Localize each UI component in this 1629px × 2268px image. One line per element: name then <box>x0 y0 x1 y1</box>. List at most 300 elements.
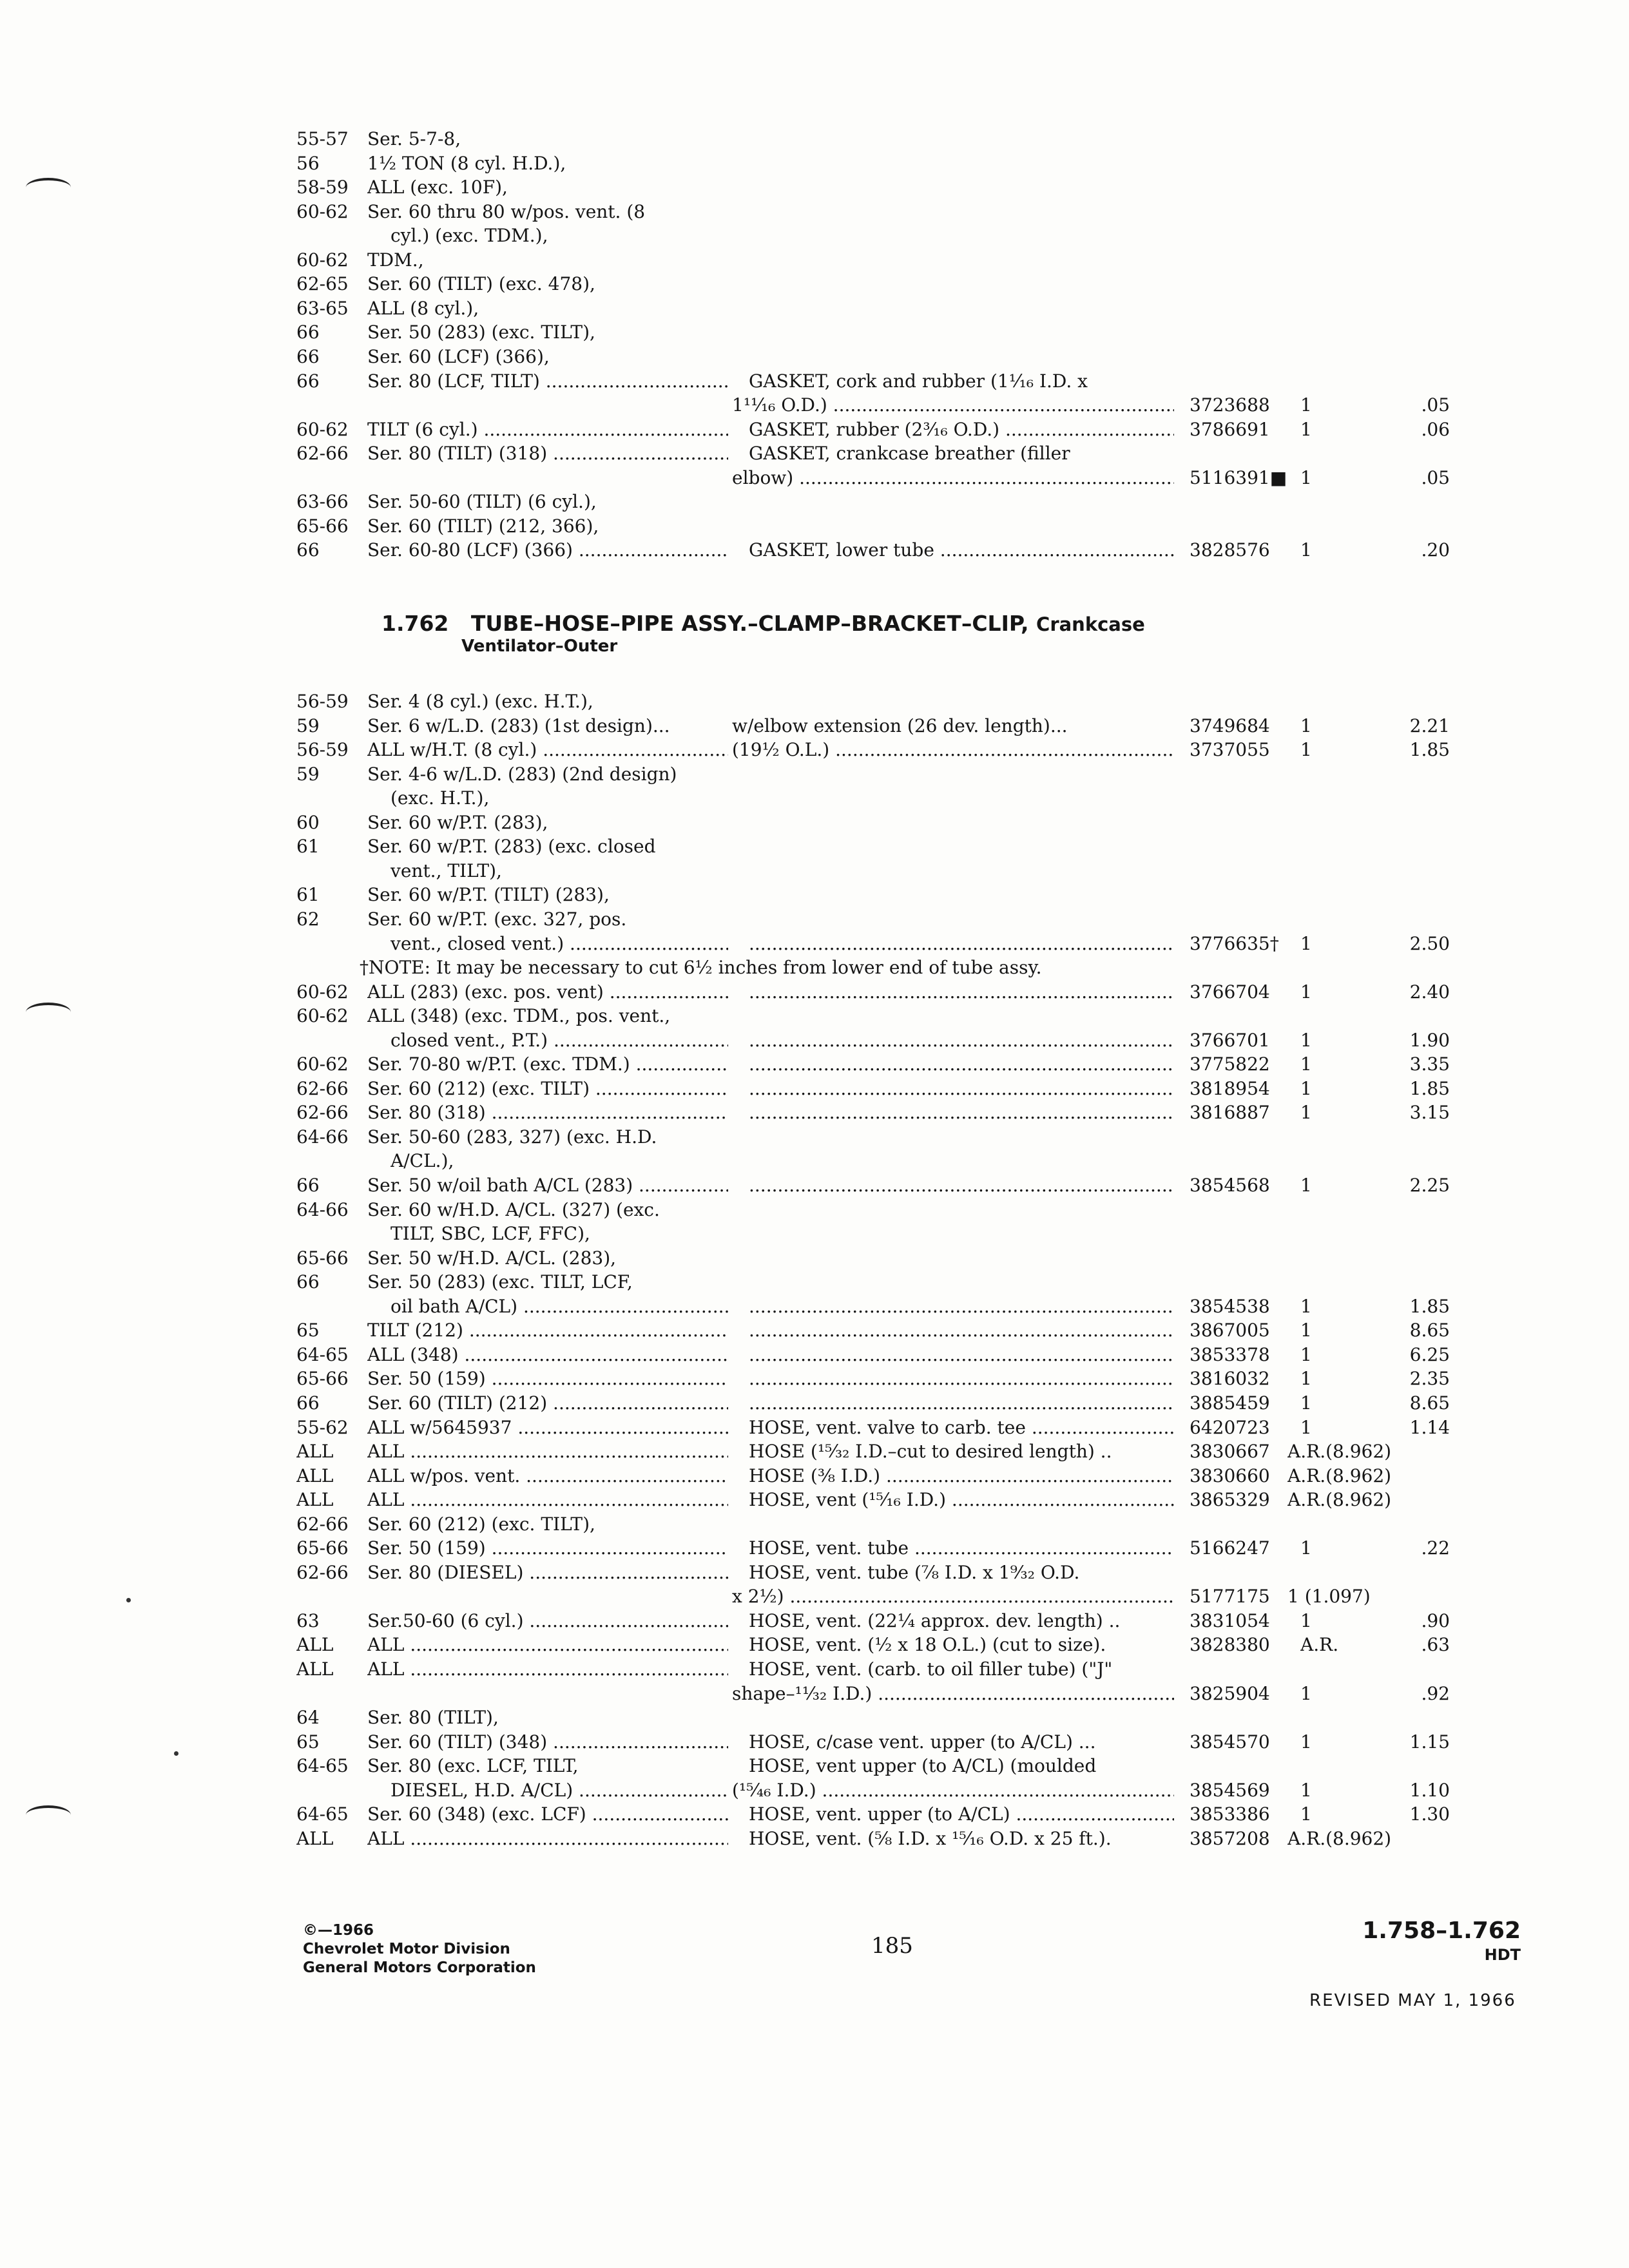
entry-row <box>0 247 1629 273</box>
list-price: .20 <box>1421 539 1450 561</box>
application: Ser. 60 w/P.T. (283), <box>367 812 548 833</box>
application: closed vent., P.T.) ..... <box>390 1028 728 1053</box>
entry-row <box>0 1294 1629 1320</box>
entry-row <box>0 1584 1629 1610</box>
model-year: 55-62 <box>296 1417 349 1438</box>
list-price: .06 <box>1421 419 1450 440</box>
part-number: 3818954 <box>1190 1078 1270 1099</box>
model-year: 64-66 <box>296 1126 349 1148</box>
entry-row <box>0 907 1629 932</box>
entry-row <box>0 1608 1629 1634</box>
entry-row <box>0 1390 1629 1416</box>
model-year: 63-66 <box>296 491 349 512</box>
part-number: 3786691 <box>1190 419 1270 440</box>
quantity: 1 <box>1300 933 1312 954</box>
entry-row <box>0 1778 1629 1803</box>
list-price: .90 <box>1421 1610 1450 1631</box>
application: Ser. 60 thru 80 w/pos. vent. (8 <box>367 201 646 222</box>
application: Ser. 80 (318) ..... <box>367 1100 728 1126</box>
entry-row <box>0 151 1629 177</box>
application: Ser. 60 (LCF) (366), <box>367 346 550 367</box>
part-description <box>749 1028 1174 1053</box>
part-number: 3853386 <box>1190 1803 1270 1825</box>
group-range: 1.758–1.762 <box>1362 1917 1521 1944</box>
part-number: 3816032 <box>1190 1368 1270 1389</box>
model-year: 56-59 <box>296 691 349 712</box>
model-year: 56-59 <box>296 739 349 760</box>
part-description: (19½ O.L.) ..... <box>732 737 1174 763</box>
list-price: 2.40 <box>1409 981 1450 1003</box>
part-description: shape–¹¹⁄₃₂ I.D.) ..... <box>732 1681 1174 1707</box>
publisher-block <box>303 1921 536 1977</box>
application: ALL ..... <box>367 1826 728 1852</box>
part-description: HOSE, vent. upper (to A/CL) ..... <box>749 1802 1174 1827</box>
quantity: 1 (1.097) <box>1287 1586 1371 1607</box>
quantity: 1 <box>1300 1803 1312 1825</box>
corporation-name: General Motors Corporation <box>303 1959 536 1976</box>
application: Ser. 60 (TILT) (exc. 478), <box>367 273 595 294</box>
model-year: 62-66 <box>296 1562 349 1583</box>
entry-row <box>0 1439 1629 1465</box>
model-year: 62-66 <box>296 1514 349 1535</box>
list-price: 1.85 <box>1409 1078 1450 1099</box>
part-description: x 2½) ..... <box>732 1584 1174 1610</box>
entry-row <box>0 1632 1629 1658</box>
part-number: 3865329 <box>1190 1489 1270 1510</box>
entry-row <box>0 882 1629 908</box>
part-description: elbow) ..... <box>732 465 1174 491</box>
entry-row <box>0 810 1629 836</box>
section-heading <box>381 611 1145 637</box>
model-year: ALL <box>296 1634 334 1655</box>
application: Ser. 50 (159) ..... <box>367 1366 728 1392</box>
part-number: 3854570 <box>1190 1731 1270 1753</box>
application: Ser. 50 (283) (exc. TILT), <box>367 322 595 343</box>
model-year: 62-66 <box>296 1078 349 1099</box>
application: ALL w/pos. vent. ..... <box>367 1463 728 1489</box>
model-year: 60-62 <box>296 981 349 1003</box>
copyright-line: ©—1966 <box>303 1922 374 1939</box>
entry-row <box>0 979 1629 1005</box>
part-description: HOSE, vent. (⁵⁄₈ I.D. x ¹⁵⁄₁₆ O.D. x 25 ft.). <box>749 1828 1112 1849</box>
part-number: 3766704 <box>1190 981 1270 1003</box>
model-year: 60-62 <box>296 419 349 440</box>
model-year: 62-65 <box>296 273 349 294</box>
quantity: 1 <box>1300 1731 1312 1753</box>
part-description: GASKET, crankcase breather (filler <box>749 443 1070 464</box>
list-price: 1.85 <box>1409 739 1450 760</box>
list-price: 2.35 <box>1409 1368 1450 1389</box>
part-number: 3828380 <box>1190 1634 1270 1655</box>
entry-row <box>0 713 1629 739</box>
part-description: HOSE, vent. (½ x 18 O.L.) (cut to size). <box>749 1634 1106 1655</box>
model-year: 59 <box>296 715 320 736</box>
application: Ser. 80 (TILT), <box>367 1707 499 1728</box>
part-description <box>749 1076 1174 1102</box>
entry-row <box>0 834 1629 860</box>
list-price: 1.30 <box>1409 1803 1450 1825</box>
part-number: 3857208 <box>1190 1828 1270 1849</box>
model-year: 60-62 <box>296 1005 349 1026</box>
model-year: 61 <box>296 884 320 905</box>
model-year: 64-66 <box>296 1199 349 1220</box>
application: Ser. 4 (8 cyl.) (exc. H.T.), <box>367 691 593 712</box>
part-description: HOSE, vent (¹⁵⁄₁₆ I.D.) ..... <box>749 1487 1174 1513</box>
application: Ser. 6 w/L.D. (283) (1st design)... <box>367 715 670 736</box>
application: Ser. 50 (159) ..... <box>367 1535 728 1561</box>
quantity: 1 <box>1300 1610 1312 1631</box>
entry-row <box>0 514 1629 539</box>
list-price: 2.25 <box>1409 1175 1450 1196</box>
series-code: HDT <box>1484 1946 1521 1964</box>
application: Ser. 50-60 (283, 327) (exc. H.D. <box>367 1126 657 1148</box>
part-number: 3853378 <box>1190 1344 1270 1365</box>
entry-row <box>0 1245 1629 1271</box>
entry-row <box>0 1487 1629 1513</box>
model-year: 65-66 <box>296 1368 349 1389</box>
quantity: 1 <box>1300 1296 1312 1317</box>
list-price: 1.14 <box>1409 1417 1450 1438</box>
model-year: 66 <box>296 1271 320 1293</box>
part-number: 3854568 <box>1190 1175 1270 1196</box>
entry-row <box>0 320 1629 345</box>
application: ALL w/5645937 ..... <box>367 1415 728 1441</box>
application: ALL (8 cyl.), <box>367 298 479 319</box>
quantity: 1 <box>1300 715 1312 736</box>
part-number: 3737055 <box>1190 739 1270 760</box>
model-year: 55-57 <box>296 128 349 149</box>
part-number: 3854569 <box>1190 1780 1270 1801</box>
part-number: 5177175 <box>1190 1586 1270 1607</box>
quantity: 1 <box>1300 1344 1312 1365</box>
entry-row <box>0 537 1629 563</box>
list-price: 8.65 <box>1409 1320 1450 1341</box>
entry-row <box>0 1028 1629 1053</box>
quantity: 1 <box>1300 1683 1312 1704</box>
entry-row <box>0 1148 1629 1174</box>
quantity: A.R.(8.962) <box>1287 1441 1392 1462</box>
quantity: 1 <box>1300 1175 1312 1196</box>
application: ALL ..... <box>367 1487 728 1513</box>
application: Ser. 60 (TILT) (212) ..... <box>367 1390 728 1416</box>
application: Ser. 60 (TILT) (348) ..... <box>367 1729 728 1755</box>
part-description: GASKET, cork and rubber (1¹⁄₁₆ I.D. x <box>749 370 1088 392</box>
model-year: 64 <box>296 1707 320 1728</box>
quantity: 1 <box>1300 1320 1312 1341</box>
entry-row <box>0 1681 1629 1707</box>
model-year: 60-62 <box>296 249 349 271</box>
model-year: 66 <box>296 1392 320 1414</box>
application: (exc. H.T.), <box>390 787 490 809</box>
model-year: 66 <box>296 1175 320 1196</box>
part-description: HOSE, vent. valve to carb. tee ..... <box>749 1415 1174 1441</box>
section-title: TUBE–HOSE–PIPE ASSY.–CLAMP–BRACKET–CLIP, <box>470 611 1029 636</box>
model-year: 60-62 <box>296 1053 349 1075</box>
part-number: 3766701 <box>1190 1030 1270 1051</box>
application: ALL ..... <box>367 1439 728 1465</box>
application: Ser. 80 (LCF, TILT) ..... <box>367 369 728 394</box>
quantity: A.R.(8.962) <box>1287 1465 1392 1486</box>
part-number: 3867005 <box>1190 1320 1270 1341</box>
part-description <box>749 1342 1174 1368</box>
list-price: 6.25 <box>1409 1344 1450 1365</box>
part-description <box>749 1318 1174 1343</box>
quantity: 1 <box>1300 1030 1312 1051</box>
quantity: 1 <box>1300 419 1312 440</box>
part-description: HOSE, vent. (carb. to oil filler tube) ("J" <box>749 1658 1113 1680</box>
quantity: A.R.(8.962) <box>1287 1828 1392 1849</box>
part-description <box>749 1294 1174 1320</box>
part-description: HOSE, vent upper (to A/CL) (moulded <box>749 1755 1097 1776</box>
entry-row <box>0 369 1629 394</box>
model-year: 66 <box>296 346 320 367</box>
model-year: 65 <box>296 1731 320 1753</box>
application: TILT, SBC, LCF, FFC), <box>390 1223 590 1244</box>
entry-row <box>0 1003 1629 1029</box>
entry-row <box>0 1173 1629 1198</box>
entry-row <box>0 1124 1629 1150</box>
footnote: †NOTE: It may be necessary to cut 6½ inches from lower end of tube assy. <box>360 957 1042 978</box>
division-name: Chevrolet Motor Division <box>303 1941 510 1957</box>
part-description <box>749 1052 1174 1077</box>
application: ALL (348) (exc. TDM., pos. vent., <box>367 1005 671 1026</box>
model-year: ALL <box>296 1441 334 1462</box>
application: TDM., <box>367 249 424 271</box>
entry-row <box>0 489 1629 515</box>
model-year: 62-66 <box>296 443 349 464</box>
application: DIESEL, H.D. A/CL) ..... <box>390 1778 728 1803</box>
model-year: 65 <box>296 1320 320 1341</box>
entry-row <box>0 737 1629 763</box>
application: Ser. 80 (TILT) (318) ..... <box>367 441 728 466</box>
list-price: .63 <box>1421 1634 1450 1655</box>
application: Ser. 50 w/H.D. A/CL. (283), <box>367 1247 617 1269</box>
list-price: .22 <box>1421 1537 1450 1559</box>
part-number: 3831054 <box>1190 1610 1270 1631</box>
list-price: 8.65 <box>1409 1392 1450 1414</box>
entry-row <box>0 1318 1629 1343</box>
revision-date: REVISED MAY 1, 1966 <box>1309 1991 1516 2010</box>
quantity: 1 <box>1300 981 1312 1003</box>
part-description <box>749 1366 1174 1392</box>
application: Ser. 60 (212) (exc. TILT), <box>367 1514 595 1535</box>
quantity: A.R.(8.962) <box>1287 1489 1392 1510</box>
part-number: 3825904 <box>1190 1683 1270 1704</box>
model-year: 65-66 <box>296 515 349 537</box>
quantity: 1 <box>1300 1417 1312 1438</box>
model-year: 59 <box>296 764 320 785</box>
quantity: 1 <box>1300 1780 1312 1801</box>
entry-row <box>0 1753 1629 1779</box>
entry-row <box>0 1463 1629 1489</box>
quantity: 1 <box>1300 394 1312 416</box>
part-description: 1¹¹⁄₁₆ O.D.) ..... <box>732 392 1174 418</box>
entry-row <box>0 1802 1629 1827</box>
entry-row <box>0 762 1629 787</box>
model-year: 61 <box>296 836 320 857</box>
part-description <box>749 1390 1174 1416</box>
entry-row <box>0 1415 1629 1441</box>
quantity: 1 <box>1300 1102 1312 1123</box>
section-subtitle: Ventilator–Outer <box>461 637 618 656</box>
application: ALL (348) ..... <box>367 1342 728 1368</box>
model-year: 64-65 <box>296 1755 349 1776</box>
entry-row <box>0 1705 1629 1731</box>
group-block <box>1347 1917 1521 1965</box>
part-number: 5116391■ <box>1190 467 1287 488</box>
model-year: 63-65 <box>296 298 349 319</box>
application: Ser. 70-80 w/P.T. (exc. TDM.) ..... <box>367 1052 728 1077</box>
part-number: 3816887 <box>1190 1102 1270 1123</box>
part-number: 3854538 <box>1190 1296 1270 1317</box>
application: Ser. 80 (exc. LCF, TILT, <box>367 1755 579 1776</box>
application: Ser. 50-60 (TILT) (6 cyl.), <box>367 491 597 512</box>
entry-row <box>0 441 1629 466</box>
entry-row <box>0 296 1629 322</box>
entry-row <box>0 344 1629 370</box>
quantity: 1 <box>1300 1392 1312 1414</box>
entry-row <box>0 1100 1629 1126</box>
quantity: 1 <box>1300 1537 1312 1559</box>
application: TILT (212) ..... <box>367 1318 728 1343</box>
application: Ser.50-60 (6 cyl.) ..... <box>367 1608 728 1634</box>
entry-row <box>0 1512 1629 1537</box>
application: 1½ TON (8 cyl. H.D.), <box>367 153 566 174</box>
application: A/CL.), <box>390 1150 454 1171</box>
part-description <box>749 931 1174 957</box>
part-description: GASKET, rubber (2³⁄₁₆ O.D.) ..... <box>749 417 1174 443</box>
list-price: 2.21 <box>1409 715 1450 736</box>
application: vent., TILT), <box>390 860 502 881</box>
part-description <box>749 1173 1174 1198</box>
list-price: 3.35 <box>1409 1053 1450 1075</box>
part-number: 3776635† <box>1190 933 1279 954</box>
part-number: 6420723 <box>1190 1417 1270 1438</box>
quantity: 1 <box>1300 467 1312 488</box>
part-description: HOSE, c/case vent. upper (to A/CL) ... <box>749 1731 1096 1753</box>
entry-row <box>0 1197 1629 1223</box>
part-description: HOSE, vent. (22¼ approx. dev. length) .. <box>749 1610 1121 1631</box>
quantity: 1 <box>1300 739 1312 760</box>
list-price: 3.15 <box>1409 1102 1450 1123</box>
part-description <box>749 1100 1174 1126</box>
list-price: .92 <box>1421 1683 1450 1704</box>
section-number: 1.762 <box>381 611 449 636</box>
application: ALL ..... <box>367 1657 728 1682</box>
part-number: 3749684 <box>1190 715 1270 736</box>
quantity: A.R. <box>1300 1634 1339 1655</box>
model-year: 64-65 <box>296 1344 349 1365</box>
model-year: 66 <box>296 322 320 343</box>
application: ALL (exc. 10F), <box>367 177 508 198</box>
model-year: ALL <box>296 1465 334 1486</box>
application: Ser. 50 (283) (exc. TILT, LCF, <box>367 1271 633 1293</box>
application: Ser. 60 (348) (exc. LCF) ..... <box>367 1802 728 1827</box>
entry-row <box>0 931 1629 957</box>
model-year: 63 <box>296 1610 320 1631</box>
part-number: 3775822 <box>1190 1053 1270 1075</box>
list-price: 1.15 <box>1409 1731 1450 1753</box>
part-number: 5166247 <box>1190 1537 1270 1559</box>
model-year: 60-62 <box>296 201 349 222</box>
model-year: 62 <box>296 908 320 930</box>
model-year: 66 <box>296 539 320 561</box>
entry-row <box>0 175 1629 200</box>
model-year: ALL <box>296 1489 334 1510</box>
model-year: 64-65 <box>296 1803 349 1825</box>
part-description: GASKET, lower tube ..... <box>749 537 1174 563</box>
entry-row <box>0 223 1629 249</box>
model-year: 62-66 <box>296 1102 349 1123</box>
application: Ser. 60 w/P.T. (TILT) (283), <box>367 884 610 905</box>
section-title-tail: Crankcase <box>1036 613 1145 635</box>
part-description <box>749 979 1174 1005</box>
entry-row <box>0 1221 1629 1247</box>
part-description: HOSE, vent. tube (⁷⁄₈ I.D. x 1⁹⁄₃₂ O.D. <box>749 1562 1080 1583</box>
model-year: 56 <box>296 153 320 174</box>
model-year: ALL <box>296 1828 334 1849</box>
entry-row <box>0 1535 1629 1561</box>
part-number: 3830667 <box>1190 1441 1270 1462</box>
part-description: HOSE (¹⁵⁄₃₂ I.D.–cut to desired length) .. <box>749 1441 1112 1462</box>
application: ALL w/H.T. (8 cyl.) ..... <box>367 737 728 763</box>
entry-row <box>0 785 1629 811</box>
entry-row <box>0 1560 1629 1586</box>
application: oil bath A/CL) ..... <box>390 1294 728 1320</box>
list-price: .05 <box>1421 467 1450 488</box>
quantity: 1 <box>1300 1368 1312 1389</box>
application: ALL (283) (exc. pos. vent) ..... <box>367 979 728 1005</box>
list-price: .05 <box>1421 394 1450 416</box>
entry-row <box>0 271 1629 297</box>
application: Ser. 5-7-8, <box>367 128 461 149</box>
quantity: 1 <box>1300 1078 1312 1099</box>
model-year: 65-66 <box>296 1247 349 1269</box>
entry-row <box>0 1052 1629 1077</box>
model-year: 65-66 <box>296 1537 349 1559</box>
application: Ser. 60 (TILT) (212, 366), <box>367 515 599 537</box>
part-description: (¹⁵⁄₄₆ I.D.) ..... <box>732 1778 1174 1803</box>
part-number: 3830660 <box>1190 1465 1270 1486</box>
application: cyl.) (exc. TDM.), <box>390 225 548 246</box>
application: Ser. 60 w/H.D. A/CL. (327) (exc. <box>367 1199 660 1220</box>
entry-row <box>0 465 1629 491</box>
entry-row <box>0 417 1629 443</box>
list-price: 2.50 <box>1409 933 1450 954</box>
application: Ser. 80 (DIESEL) ..... <box>367 1560 728 1586</box>
entry-row <box>0 392 1629 418</box>
model-year: 58-59 <box>296 177 349 198</box>
entry-row <box>0 689 1629 715</box>
application: Ser. 60 (212) (exc. TILT) ..... <box>367 1076 728 1102</box>
application: TILT (6 cyl.) ..... <box>367 417 728 443</box>
entry-row <box>0 126 1629 152</box>
entry-row <box>0 1657 1629 1682</box>
entry-row <box>0 858 1629 884</box>
part-number: 3828576 <box>1190 539 1270 561</box>
page-number: 185 <box>871 1933 913 1959</box>
application: Ser. 60 w/P.T. (exc. 327, pos. <box>367 908 627 930</box>
entry-row <box>0 199 1629 225</box>
part-description: HOSE, vent. tube ..... <box>749 1535 1174 1561</box>
application: ALL ..... <box>367 1632 728 1658</box>
application: Ser. 4-6 w/L.D. (283) (2nd design) <box>367 764 677 785</box>
part-number: 3723688 <box>1190 394 1270 416</box>
entry-row <box>0 1269 1629 1295</box>
application: Ser. 60 w/P.T. (283) (exc. closed <box>367 836 656 857</box>
entry-row <box>0 1076 1629 1102</box>
entry-row <box>0 1826 1629 1852</box>
